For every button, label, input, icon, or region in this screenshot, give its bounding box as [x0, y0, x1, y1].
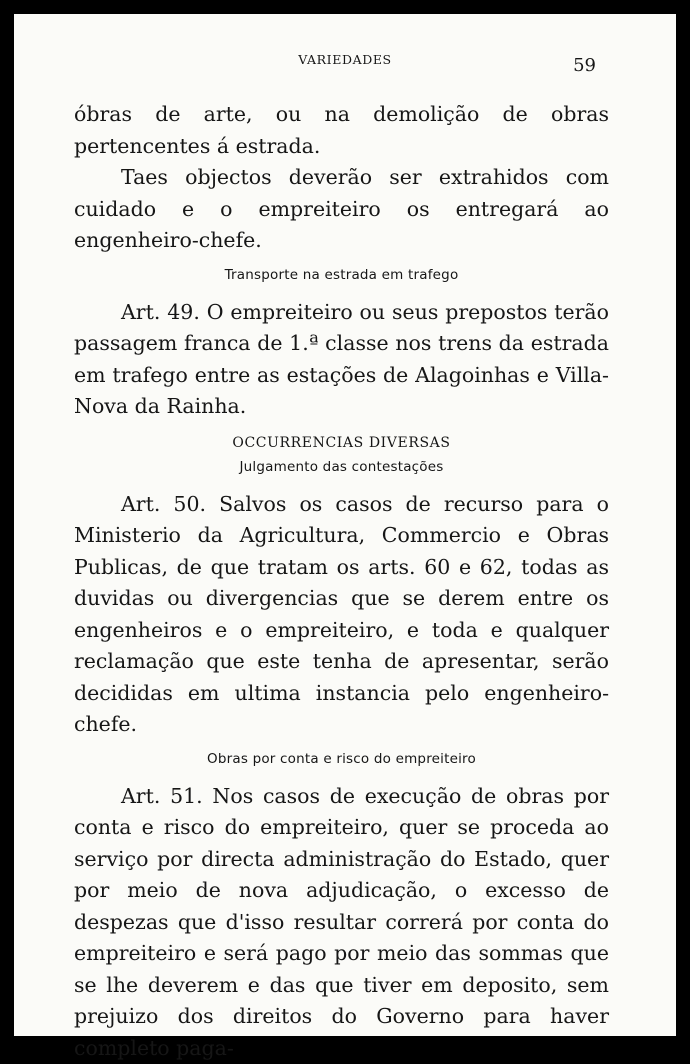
paragraph-art-49: Art. 49. O empreiteiro ou seus prepostos terão passagem franca de 1.ª classe nos trens da estrada em trafego entre as estações de Alagoinhas e Villa-Nova da Rainha.	[74, 297, 609, 423]
section-heading-obras-por-conta: Obras por conta e risco do empreiteiro	[74, 749, 609, 769]
paragraph-taes-objectos: Taes objectos deverão ser extrahidos com cuidado e o empreiteiro os entregará ao engenheiro-chefe.	[74, 162, 609, 257]
body-text	[74, 99, 609, 1064]
running-head	[14, 52, 676, 76]
section-heading-transporte: Transporte na estrada em trafego	[74, 265, 609, 285]
paragraph-art-50: Art. 50. Salvos os casos de recurso para o Ministerio da Agricultura, Commercio e Obras Publicas, de que tratam os arts. 60 e 62, todas as duvidas ou divergencias que se derem entre os engenheiros e o empreiteiro, e toda e qualquer reclamação que este tenha de apresentar, serão decididas em ultima instancia pelo engenheiro-chefe.	[74, 489, 609, 741]
book-page	[14, 14, 676, 1036]
section-heading-julgamento: Julgamento das contestações	[74, 457, 609, 477]
section-heading-occurrencias: OCCURRENCIAS DIVERSAS	[74, 433, 609, 453]
running-title: VARIEDADES	[14, 52, 676, 67]
paragraph-continuation: óbras de arte, ou na demolição de obras pertencentes á estrada.	[74, 99, 609, 162]
page-number: 59	[573, 55, 596, 76]
paragraph-art-51: Art. 51. Nos casos de execução de obras por conta e risco do empreiteiro, quer se proceda ao serviço por directa administração do Estado, quer por meio de nova adjudicação, o excesso de despezas que d'isso resultar correrá por conta do empreiteiro e será pago por meio das sommas que se lhe deverem e das que tiver em deposito, sem prejuizo dos direitos do Governo para haver completo paga-	[74, 781, 609, 1064]
